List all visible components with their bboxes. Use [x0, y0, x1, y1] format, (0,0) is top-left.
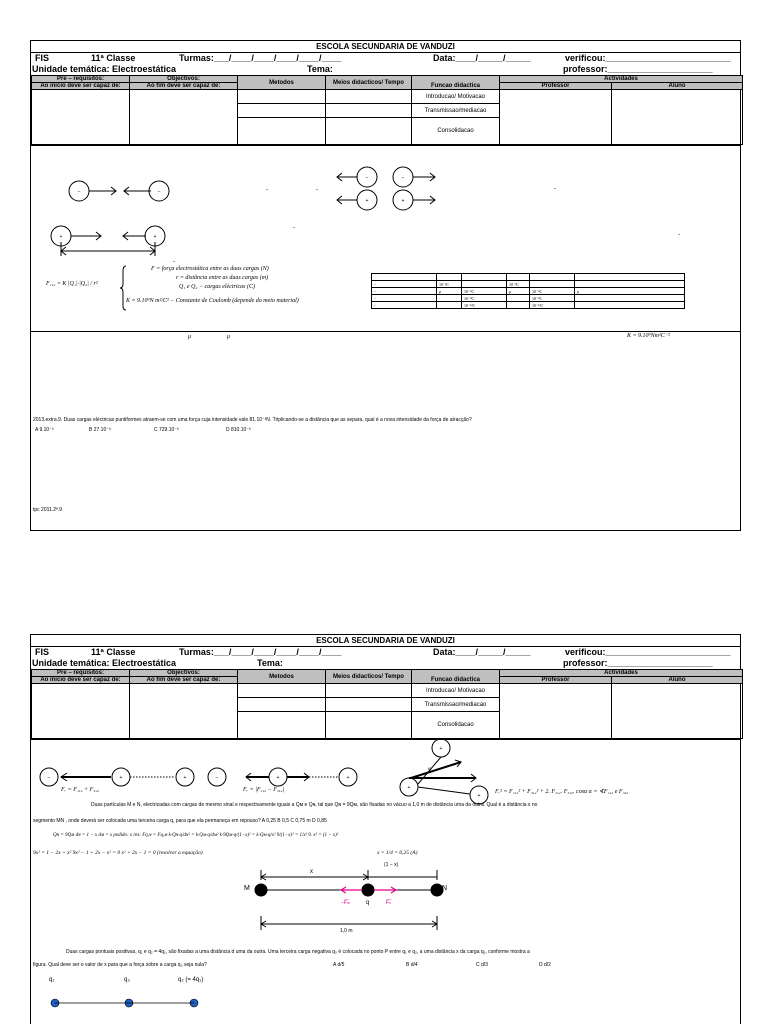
bottom-charges — [31, 740, 742, 1005]
resultant-difference: Fᵣ = |F₁,₂ − F₃,₂| — [243, 787, 285, 793]
svg-text:−: − — [77, 189, 81, 195]
problem-2-option-a: A d/5 — [333, 962, 345, 968]
prereq-header: Pre – requisitos: — [32, 76, 130, 83]
prereq-subheader: Ao inicio deve ser capaz de: — [32, 83, 130, 90]
coulomb-formula: F₁,₂ = K |Q₁|·|Q₂| / r² — [46, 281, 98, 287]
subject-label: FIS — [35, 53, 50, 63]
label-distance: 1,0 m — [340, 928, 353, 934]
svg-text:−: − — [401, 175, 405, 181]
unit-label: Unidade temática: Electroestática — [32, 64, 177, 74]
svg-text:-: - — [554, 186, 556, 192]
label-x: x — [310, 869, 313, 875]
prefix-cell: − — [372, 281, 437, 288]
function-consolidation: Consolidacao — [412, 712, 500, 739]
objectives-subheader: Ao fim deve ser capaz de: — [130, 677, 238, 684]
solution-answer: x = 1/4 = 0,25 (A) — [377, 850, 418, 856]
methods-header: Metodos — [238, 76, 326, 90]
header-row-2 — [31, 658, 740, 669]
prefix-table — [371, 273, 685, 309]
legend-charges: Q₁ e Q₂ − cargas eléctricas (C) — [179, 284, 255, 290]
legend-force: F = força electrostática entre as duas cargas (N) — [151, 266, 269, 272]
objectives-header: Objectivos: — [130, 76, 238, 83]
unit-label: Unidade temática: Electroestática — [32, 658, 177, 668]
function-header: Funcao didactica — [412, 670, 500, 684]
prefix-cell — [575, 302, 685, 309]
school-title: ESCOLA SECUNDARIA DE VANDUZI — [31, 635, 740, 647]
objectives-subheader: Ao fim deve ser capaz de: — [130, 83, 238, 90]
svg-text:+: + — [276, 775, 280, 781]
prefix-cell — [437, 302, 462, 309]
plan-table — [31, 669, 743, 739]
option-d: D 810.10⁻³ — [226, 427, 251, 433]
teacher-label: professor:_____________________ — [563, 64, 713, 74]
function-intro: Introducao/ Motivacao — [412, 90, 500, 104]
svg-text:+: + — [439, 746, 443, 752]
date-label: Data:____/_____/_____ — [433, 647, 531, 657]
coulomb-constant: K = 9.10⁹Nm²C⁻² — [627, 333, 670, 339]
option-b: B 27.10⁻³ — [89, 427, 111, 433]
subject-label: FIS — [35, 647, 50, 657]
svg-text:+: + — [407, 785, 411, 791]
problem-1-options: segmento MN , onde deverá ser colocada uma terceira carga q, para que ela permaneça em repouso? A 0,25 B 0,5 C 0,75 m D 0,85 — [33, 818, 327, 824]
activities-header: Actividades — [500, 76, 743, 83]
prefix-cell: μ — [575, 288, 685, 295]
resultant-sum: Fᵣ = F₁,₂ + F₃,₂ — [61, 787, 99, 793]
school-title: ESCOLA SECUNDARIA DE VANDUZI — [31, 41, 740, 53]
means-header: Meios didacticos/ Tempo — [326, 76, 412, 90]
svg-text:-: - — [173, 259, 175, 265]
content-band-2 — [31, 331, 740, 517]
svg-text:+: + — [365, 198, 369, 204]
prefix-cell: 10⁻³C — [437, 281, 462, 288]
plan-table — [31, 75, 743, 145]
student-col-header: Aluno — [612, 83, 743, 90]
function-transmission: Transmissao/mediacao — [412, 698, 500, 712]
problem-2-question: figura. Qual deve ser o valor de x para que a força sobre a carga q₃ seja nula? — [33, 962, 207, 968]
verified-label: verificou:_________________________ — [565, 53, 731, 63]
turmas-label: Turmas:___/____/____/____/____/____ — [179, 53, 342, 63]
problem-2-option-b: B d/4 — [406, 962, 418, 968]
bottom-q3: q₃ — [124, 977, 130, 983]
function-intro: Introducao/ Motivacao — [412, 684, 500, 698]
label-n: N — [442, 885, 448, 892]
content-band-1 — [31, 145, 740, 331]
label-1-minus-x: (1 − x) — [384, 862, 399, 868]
prefix-cell: 10⁻⁶C — [530, 288, 575, 295]
svg-text:+: + — [119, 775, 123, 781]
grade-label: 11ª Classe — [91, 647, 136, 657]
svg-text:−: − — [47, 775, 51, 781]
teacher-label: professor:_____________________ — [563, 658, 713, 668]
prefix-cell: 10⁻¹²C — [530, 302, 575, 309]
svg-text:+: + — [401, 198, 405, 204]
prefix-cell — [575, 295, 685, 302]
solution-line-2: 9x² = 1 − 2x + x² 9x² − 1 + 2x − x² = 0 x² + 2x − 1 = 0 (resolver a equação) — [33, 850, 203, 856]
svg-text:+: + — [477, 793, 481, 799]
prereq-header: Pre – requisitos: — [32, 670, 130, 677]
turmas-label: Turmas:___/____/____/____/____/____ — [179, 647, 342, 657]
date-label: Data:____/_____/_____ — [433, 53, 531, 63]
lesson-plan-sheet-1 — [30, 40, 741, 531]
function-header: Funcao didactica — [412, 76, 500, 90]
svg-text:+: + — [346, 775, 350, 781]
teacher-col-header: Professor — [500, 677, 612, 684]
resultant-angle-law: Fᵣ² = F₁,₂² + F₃,₂² + 2. F₁,₂. F₃,₂. cosα α = ∢F₁,₂ e F₃,₂ — [495, 789, 629, 795]
problem-2-option-c: C d/3 — [476, 962, 488, 968]
legend-distance: r = distância entre as duas cargas (m) — [176, 275, 269, 281]
prefix-cell: 10⁻⁹C — [462, 295, 507, 302]
label-q: q — [366, 900, 370, 906]
svg-text:-: - — [316, 187, 318, 193]
header-row-2 — [31, 64, 740, 75]
function-consolidation: Consolidacao — [412, 118, 500, 145]
prefix-cell: μ — [507, 288, 530, 295]
theme-label: Tema: — [307, 64, 333, 74]
function-transmission: Transmissao/mediacao — [412, 104, 500, 118]
problem-1-text: Duas partículas M e N, electrizadas com cargas de mesmo sinal e respectivamente iguais a Qм e Qɴ, tal que Qɴ = 9Qм, são fixadas no vácuo a 1,0 m de distância uma da outra. Qual é a distância x no — [91, 802, 538, 808]
label-force-n: F͞ₙ — [386, 900, 392, 906]
svg-text:+: + — [153, 234, 157, 240]
problem-2-option-d: D d/2 — [539, 962, 551, 968]
svg-text:+: + — [59, 234, 63, 240]
bottom-q1: q₁ — [49, 977, 55, 983]
angle-alpha: α — [428, 767, 431, 772]
student-col-header: Aluno — [612, 677, 743, 684]
question-text: 2013.extra.9. Duas cargas eléctricas puntiformes atraem-se com uma força cuja intensidade vale 81.10⁻³N. Triplicando-se a distância que as separa, qual é a nova intensidade da força de atracção? — [33, 417, 472, 423]
prereq-subheader: Ao inicio deve ser capaz de: — [32, 677, 130, 684]
bottom-q2: q₂ (= 4q₁) — [178, 977, 204, 983]
teacher-col-header: Professor — [500, 83, 612, 90]
prefix-cell: 10⁻⁶C — [462, 288, 507, 295]
mu-mark: μ — [227, 334, 231, 340]
prefix-cell — [575, 281, 685, 288]
svg-text:−: − — [365, 175, 369, 181]
svg-text:-: - — [266, 187, 268, 193]
prefix-cell — [507, 295, 530, 302]
prefix-cell: − — [372, 295, 437, 302]
prefix-cell — [462, 281, 507, 288]
svg-text:+: + — [183, 775, 187, 781]
means-header: Meios didacticos/ Tempo — [326, 670, 412, 684]
prefix-cell: μ — [437, 288, 462, 295]
label-m: M — [244, 885, 250, 892]
prefix-cell: 10⁻¹²C — [462, 302, 507, 309]
prefix-cell: − — [372, 288, 437, 295]
svg-text:-: - — [293, 225, 295, 231]
verified-label: verificou:_________________________ — [565, 647, 731, 657]
objectives-header: Objectivos: — [130, 670, 238, 677]
prefix-cell — [437, 295, 462, 302]
lesson-plan-sheet-2 — [30, 634, 741, 1024]
option-a: A 9.10⁻³ — [35, 427, 54, 433]
activities-header: Actividades — [500, 670, 743, 677]
mu-mark: μ — [188, 334, 192, 340]
prefix-cell: 10⁻⁹C — [530, 295, 575, 302]
svg-text:−: − — [215, 775, 219, 781]
content-band-3 — [31, 739, 740, 1005]
option-c: C 729.10⁻³ — [154, 427, 179, 433]
grade-label: 11ª Classe — [91, 53, 136, 63]
prefix-cell — [530, 281, 575, 288]
header-row-1 — [31, 53, 740, 64]
problem-2-text: Duas cargas pontuais positivas, q₁ e q₂ = 4q₁, são fixadas a uma distância d uma da outra. Uma terceira carga negativa q₃ é colocada no ponto P entre q₁ e q₂, a uma distância x da carga q₁, conforme mostra a — [66, 949, 530, 955]
homework-ref: tpc 2011.2ª.9 — [33, 507, 63, 513]
theme-label: Tema: — [257, 658, 283, 668]
header-row-1 — [31, 647, 740, 658]
svg-text:−: − — [157, 189, 161, 195]
prefix-cell — [507, 302, 530, 309]
solution-line-1: Qɴ = 9Qм dɴ = 1 − x dм = x pedido: x res: Fq,ɴ = Fq,м k·Qɴ·q/dɴ² = k·Qм·q/dм² k·9Qм·q/(1−x)² = k·Qм·q/x² 9/(1−x)² = 1/x² 9. x² = (1 − x)² — [53, 833, 339, 838]
prefix-cell: − — [372, 302, 437, 309]
methods-header: Metodos — [238, 670, 326, 684]
prefix-cell: 10⁻³C — [507, 281, 530, 288]
svg-text:-: - — [678, 232, 680, 238]
label-force-m: −F͞ₘ — [341, 900, 351, 906]
legend-constant: K = 9.10⁹N m²/C² − Constante de Coulomb (depende do meio material) — [126, 298, 299, 304]
